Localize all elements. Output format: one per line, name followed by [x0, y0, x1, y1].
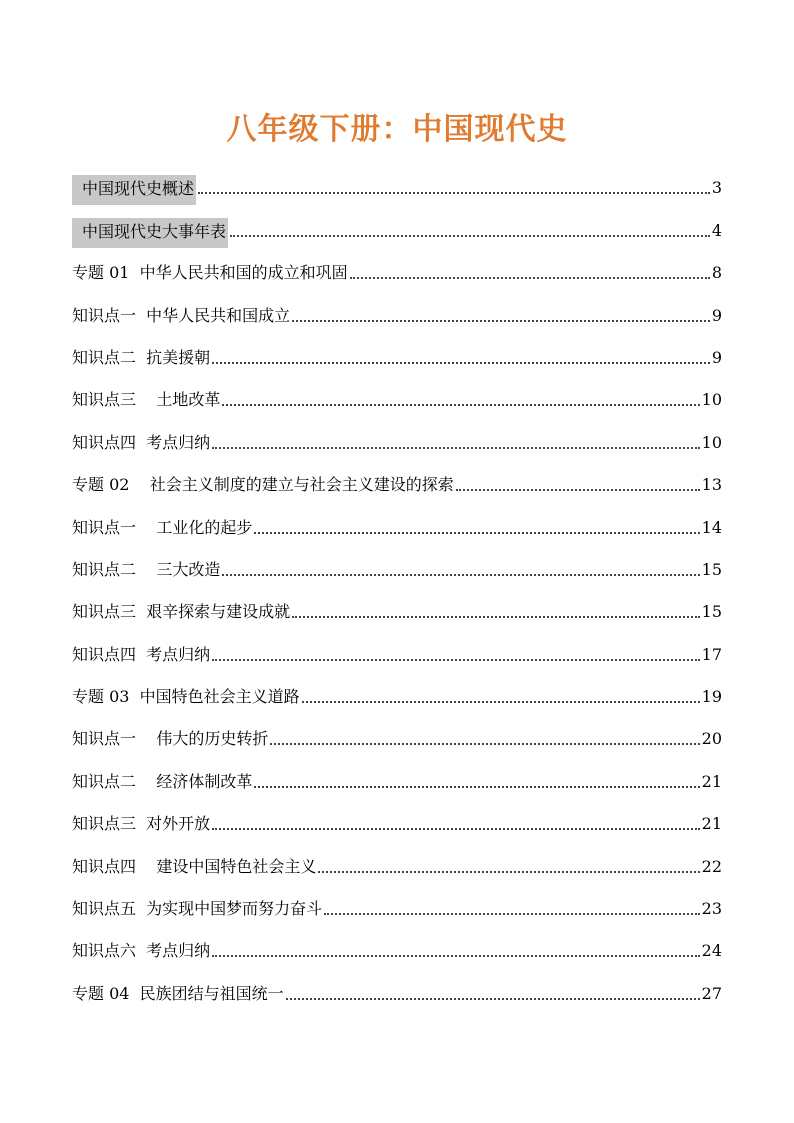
toc-entry[interactable] [72, 838, 722, 880]
toc-entry-label: 中国现代史大事年表 [72, 218, 228, 248]
toc-entry[interactable] [72, 202, 722, 244]
toc-entry[interactable] [72, 457, 722, 499]
toc-entry-label: 知识点一 工业化的起步 [72, 517, 253, 537]
toc-dot-leader [350, 277, 710, 279]
toc-entry[interactable] [72, 287, 722, 329]
toc-entry[interactable] [72, 626, 722, 668]
toc-entry-page-number: 22 [701, 856, 722, 876]
toc-entry-page-number: 14 [701, 517, 722, 537]
toc-dot-leader [212, 362, 710, 364]
toc-entry-page-number: 21 [701, 771, 722, 791]
toc-entry[interactable] [72, 965, 722, 1007]
toc-entry[interactable] [72, 245, 722, 287]
toc-entry-page-number: 21 [701, 814, 722, 834]
toc-entry[interactable] [72, 796, 722, 838]
toc-dot-leader [222, 574, 699, 576]
toc-dot-leader [292, 616, 699, 618]
toc-entry[interactable] [72, 330, 722, 372]
toc-entry-page-number: 15 [701, 602, 722, 622]
toc-dot-leader [212, 659, 699, 661]
toc-entry-label: 知识点三 对外开放 [72, 814, 211, 834]
toc-dot-leader [254, 786, 699, 788]
toc-dot-leader [254, 532, 699, 534]
toc-entry[interactable] [72, 542, 722, 584]
toc-entry-page-number: 27 [701, 983, 722, 1003]
toc-entry-page-number: 10 [701, 390, 722, 410]
toc-dot-leader [198, 192, 710, 194]
toc-entry[interactable] [72, 881, 722, 923]
toc-entry[interactable] [72, 584, 722, 626]
toc-dot-leader [324, 913, 699, 915]
toc-entry-label: 专题 04 民族团结与祖国统一 [72, 983, 284, 1003]
document-title: 八年级下册：中国现代史 [226, 112, 568, 147]
toc-entry-page-number: 24 [701, 941, 722, 961]
toc-entry[interactable] [72, 923, 722, 965]
toc-entry[interactable] [72, 711, 722, 753]
toc-entry-page-number: 19 [701, 687, 722, 707]
toc-dot-leader [212, 828, 699, 830]
toc-entry-page-number: 15 [701, 559, 722, 579]
toc-entry-label: 知识点四 建设中国特色社会主义 [72, 856, 317, 876]
toc-entry[interactable] [72, 160, 722, 202]
toc-entry-label: 知识点三 艰辛探索与建设成就 [72, 602, 291, 622]
toc-dot-leader [456, 489, 700, 491]
toc-entry-label: 知识点二 三大改造 [72, 559, 221, 579]
toc-dot-leader [212, 955, 699, 957]
toc-dot-leader [286, 998, 700, 1000]
toc-entry-label: 专题 01 中华人民共和国的成立和巩固 [72, 263, 348, 283]
toc-entry-page-number: 23 [701, 899, 722, 919]
toc-entry[interactable] [72, 669, 722, 711]
toc-dot-leader [292, 320, 710, 322]
toc-entry-page-number: 13 [701, 475, 722, 495]
toc-entry-label: 知识点二 抗美援朝 [72, 347, 211, 367]
toc-entry-page-number: 17 [701, 644, 722, 664]
toc-entry-page-number: 3 [711, 178, 722, 198]
toc-entry-page-number: 8 [711, 263, 722, 283]
toc-entry-label: 知识点三 土地改革 [72, 390, 221, 410]
toc-entry-label: 知识点一 伟大的历史转折 [72, 729, 269, 749]
toc-entry[interactable] [72, 372, 722, 414]
toc-entry-label: 知识点六 考点归纳 [72, 941, 211, 961]
toc-entry-page-number: 9 [711, 347, 722, 367]
toc-entry-label: 中国现代史概述 [72, 175, 196, 205]
toc-dot-leader [270, 743, 699, 745]
toc-entry-label: 知识点二 经济体制改革 [72, 771, 253, 791]
toc-dot-leader [212, 447, 699, 449]
toc-entry-label: 知识点五 为实现中国梦而努力奋斗 [72, 899, 323, 919]
toc-entry-page-number: 4 [711, 220, 722, 240]
toc-entry-label: 知识点四 考点归纳 [72, 432, 211, 452]
toc-entry[interactable] [72, 753, 722, 795]
toc-dot-leader [222, 404, 699, 406]
toc-entry[interactable] [72, 414, 722, 456]
toc-dot-leader [318, 871, 699, 873]
toc-entry-page-number: 10 [701, 432, 722, 452]
toc-entry-label: 知识点四 考点归纳 [72, 644, 211, 664]
toc-dot-leader [230, 235, 710, 237]
toc-entry-page-number: 9 [711, 305, 722, 325]
toc-dot-leader [302, 701, 700, 703]
toc-entry[interactable] [72, 499, 722, 541]
toc-entry-label: 知识点一 中华人民共和国成立 [72, 305, 291, 325]
toc-entry-label: 专题 03 中国特色社会主义道路 [72, 687, 300, 707]
toc-entry-label: 专题 02 社会主义制度的建立与社会主义建设的探索 [72, 475, 454, 495]
table-of-contents [72, 160, 722, 1008]
toc-entry-page-number: 20 [701, 729, 722, 749]
